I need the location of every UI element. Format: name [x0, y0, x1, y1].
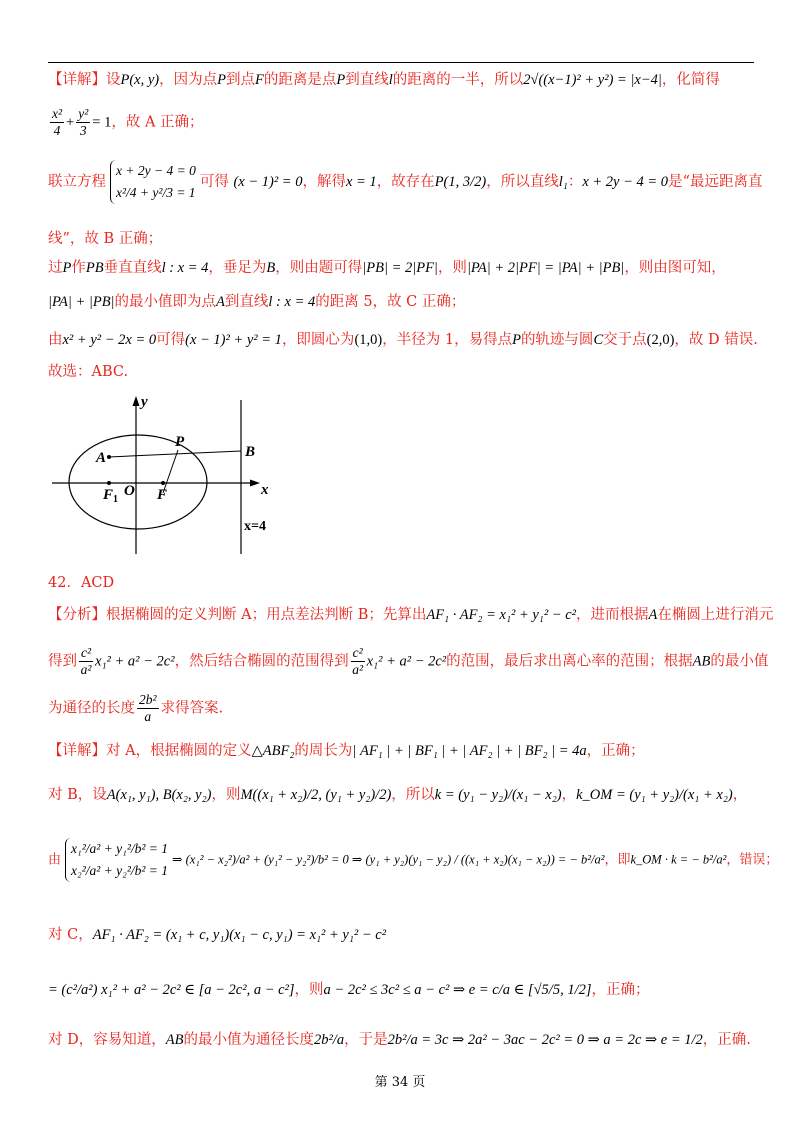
q41-line-8: 故选：ABC.	[48, 364, 129, 380]
distance-equation: 2√((x−1)² + y²) = |x−4|	[523, 72, 662, 88]
label-x-equals-4: x=4	[244, 519, 266, 534]
q42-analysis-3: 为通径的长度 $\frac{\text{2b²}}{a}$ 求得答案.	[48, 692, 224, 724]
q42-analysis-2: 得到 $\frac{\text{c²}}{\text{a²}}$ x₁² + a² − 2c²，然后结合椭圆的范围得到 $\frac{\text{c²}}{\text{a²}}$ x₁² + a² − 2c²的范围，最后求出离心率的范围；根据AB的最小值	[48, 645, 769, 677]
q42-number: 42．ACD	[48, 575, 115, 591]
q42-detail-B-system: 由 x₁²/a² + y₁²/b² = 1 x₂²/a² + y₂²/b² = 1 ⇒ (x₁² − x₂²)/a² + (y₁² − y₂²)/b² = 0 ⇒ (y₁ + y₂)(y₁ − y₂) / ((x₁ + x₂)(x₁ − x₂)) = − b²/a²，即k_OM · k = − b²/a²，错误；	[48, 838, 758, 882]
ellipse-curve	[69, 435, 207, 529]
label-B: B	[245, 444, 256, 460]
q41-line-2: $\frac{\text{x²}}{4}$ + $\frac{\text{y²}}{3}$ = 1，故 A 正确；	[52, 106, 204, 138]
segment-PA-B	[109, 451, 241, 457]
point-F	[161, 481, 165, 485]
q41-line-5: 过P作PB垂直直线l : x = 4，垂足为B，则由题可得|PB| = 2|PF|，则|PA| + 2|PF| = |PA| + |PB|，则由图可知，	[48, 260, 726, 276]
q42-detail-A: 【详解】对 A，根据椭圆的定义△ABF₂的周长为| AF₁ | + | BF₁ | + | AF₂ | + | BF₂ | = 4a，正确；	[48, 743, 645, 759]
q42-detail-D: 对 D，容易知道，AB的最小值为通径长度2b²/a，于是2b²/a = 3c ⇒ 2a² − 3ac − 2c² = 0 ⇒ a = 2c ⇒ e = 1/2，正确.	[48, 1032, 751, 1048]
q41-line-3: 联立方程 x + 2y − 4 = 0 x²/4 + y²/3 = 1 可得 (x − 1)² = 0，解得x = 1，故存在P(1, 3/2)，所以直线l₁：x + 2y − 4 = 0是“最远距离直	[48, 160, 758, 204]
label-O: O	[124, 483, 135, 499]
equation-system: x + 2y − 4 = 0 x²/4 + y²/3 = 1	[110, 160, 196, 204]
equation-system-B: x₁²/a² + y₁²/b² = 1 x₂²/a² + y₂²/b² = 1	[65, 838, 168, 882]
label-F: F	[157, 487, 168, 503]
q42-detail-C-1: 对 C，AF₁ · AF₂ = (x₁ + c, y₁)(x₁ − c, y₁) = x₁² + y₁² − c²	[48, 927, 387, 943]
fraction-x2-4: $\frac{\text{x²}}{4}$	[52, 106, 63, 138]
detail-tag: 【详解】	[48, 72, 106, 88]
ellipse-figure	[48, 392, 288, 564]
q41-line-1: 【详解】设P(x, y)，因为点P到点F的距离是点P到直线l的距离的一半，所以2√((x−1)² + y²) = |x−4|，化简得	[48, 72, 720, 88]
point-F1	[107, 481, 111, 485]
point-A	[107, 455, 111, 459]
x-axis-label: x	[261, 482, 269, 498]
label-P: P	[175, 434, 185, 450]
page-number: 第 34 页	[374, 1075, 426, 1090]
fraction-y2-3: $\frac{\text{y²}}{3}$	[78, 106, 89, 138]
y-axis-label: y	[141, 394, 148, 410]
header-rule	[48, 62, 754, 63]
label-F1: $F_1$	[103, 487, 119, 505]
q41-line-7: 由x² + y² − 2x = 0可得(x − 1)² + y² = 1，即圆心为(1,0)，半径为 1，易得点P的轨迹与圆C交于点(2,0)，故 D 错误.	[48, 332, 758, 348]
y-axis-arrow	[133, 396, 140, 406]
q42-analysis-1: 【分析】根据椭圆的定义判断 A；用点差法判断 B；先算出AF₁ · AF₂ = x₁² + y₁² − c²，进而根据A在椭圆上进行消元	[48, 607, 774, 623]
analysis-tag: 【分析】	[48, 607, 106, 623]
detail-tag: 【详解】	[48, 743, 106, 759]
q42-detail-C-2: = (c²/a²) x₁² + a² − 2c² ∈ [a − 2c², a − c²]，则a − 2c² ≤ 3c² ≤ a − c² ⇒ e = c/a ∈ [√5/5, 1/2]，正确；	[48, 982, 650, 998]
q41-line-4: 线”，故 B 正确；	[48, 231, 163, 247]
label-A: A	[96, 450, 107, 466]
x-axis-arrow	[250, 480, 260, 487]
q42-detail-B: 对 B，设A(x₁, y₁), B(x₂, y₂)，则M((x₁ + x₂)/2, (y₁ + y₂)/2)，所以k = (y₁ − y₂)/(x₁ − x₂)，k_OM = (y₁ + y₂)/(x₁ + x₂)，	[48, 787, 748, 803]
q41-line-6: |PA| + |PB|的最小值即为点A到直线l : x = 4的距离 5，故 C 正确；	[48, 294, 466, 310]
